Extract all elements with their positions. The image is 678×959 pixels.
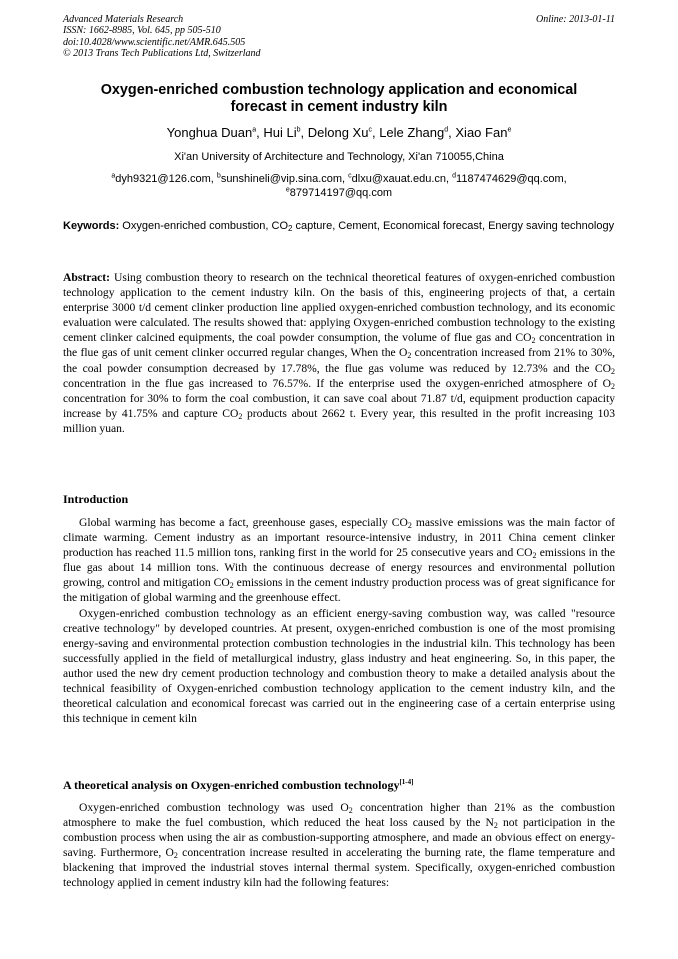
paragraph: Oxygen-enriched combustion technology as an efficient energy-saving combustion way, was called "resource creative technology" by developed countries. At present, oxygen-enriched combustion is one of the most promising energy-saving and environmental protection combustion technologies in the industrial kiln. This technology has been successfully applied in the field of metallurgical industry, glass industry and heat engineering. So, in this paper, the author used the new dry cement production technology and combustion theory to make a detailed analysis about the technical feasibility of Oxygen-enriched combustion technology application to the cement industry kiln, and the theoretical calculation and economical forecast was carried out in the engineering case of a certain enterprise using this technique in cement kiln <box>63 606 615 726</box>
paragraph-text: emissions in the cement industry production process was of great significance for the mitigation of global warming and the greenhouse effect. <box>63 576 615 605</box>
online-date: Online: 2013-01-11 <box>536 14 615 25</box>
email-link[interactable]: dlxu@xauat.edu.cn, <box>351 173 450 185</box>
heading-text: A theoretical analysis on Oxygen-enriched combustion technology <box>63 778 400 792</box>
subscript: 2 <box>348 806 353 815</box>
abstract-text: concentration increased from 21% to 30%, the coal powder consumption decreased by 17.78%, the flue gas volume was reduced by 12.73% and the CO <box>63 346 615 375</box>
paragraph-text: Global warming has become a fact, greenhouse gases, especially CO <box>79 516 408 529</box>
citation-ref[interactable]: [1-4] <box>399 778 414 786</box>
subscript: 2 <box>611 366 615 376</box>
email-link[interactable]: dyh9321@126.com, <box>115 173 214 185</box>
paragraph-text: not participation in the combustion process when using the air as combustion-supporting atmosphere, and made an obvious effect on energy-saving. Furthermore, O <box>63 816 616 860</box>
doi-line: doi:10.4028/www.scientific.net/AMR.645.505 <box>63 36 246 48</box>
abstract-text: Using combustion theory to research on the technical theoretical features of oxygen-enriched combustion technology application to the cement industry kiln. On the basis of this, engineering projects of that, a certain enterprise 3000 t/d cement clinker production line applied oxygen-enriched combustion technology, and its economic evaluation were calculated. The results showed that: applying Oxygen-enriched combustion technology to the existing cement clinker calcined equipments, the coal powder consumption, the volume of flue gas and CO <box>63 271 615 345</box>
copyright-line: © 2013 Trans Tech Publications Ltd, Switzerland <box>63 48 261 60</box>
subscript: 2 <box>238 411 243 421</box>
keywords-text: capture, Cement, Economical forecast, Energy saving technology <box>292 220 615 232</box>
title-line-1: Oxygen-enriched combustion technology application and economical <box>100 82 578 98</box>
subscript: 2 <box>407 351 412 361</box>
keywords-text: Oxygen-enriched combustion, CO <box>119 220 288 232</box>
email-mark: e <box>285 186 290 194</box>
subscript: 2 <box>532 551 537 561</box>
subscript: 2 <box>173 851 178 861</box>
email-mark: a <box>111 172 116 180</box>
author-mark: a <box>252 126 257 134</box>
paragraph-text: emissions in the flue gas about 14 million tons. With the continuous decrease of energy resources and environmental pollution growing, control and mitigation CO <box>63 546 615 590</box>
abstract-block <box>63 270 615 436</box>
paragraph-text: massive emissions was the main factor of climate warming. Cement industry as an important resource-intensive industry, in 2011 China cement clinker production has reached 11.5 million tons, ranking first in the world for 25 consecutive years and CO <box>63 516 615 560</box>
author-mark: d <box>444 126 449 134</box>
author-name: Hui Li <box>263 125 297 140</box>
section-heading-introduction: Introduction <box>63 492 129 506</box>
subscript: 2 <box>229 581 234 591</box>
paragraph <box>63 800 615 891</box>
email-link[interactable]: 1187474629@qq.com, <box>456 173 567 185</box>
email-mark: d <box>452 172 457 180</box>
paragraph <box>63 515 615 606</box>
affiliation: Xi'an University of Architecture and Technology, Xi'an 710055,China <box>174 151 504 163</box>
subscript: 2 <box>493 821 498 831</box>
author-name: Yonghua Duan <box>166 125 253 140</box>
journal-name: Advanced Materials Research <box>63 14 184 25</box>
introduction-body <box>63 515 615 726</box>
author-name: Lele Zhang <box>379 125 445 140</box>
author-mark: b <box>296 126 301 134</box>
author-name: Delong Xu <box>307 125 369 140</box>
theory-body <box>63 800 615 891</box>
abstract-text: concentration in the flue gas increased to 76.57%. If the enterprise used the oxygen-enriched atmosphere of O <box>63 376 611 390</box>
keywords-block <box>63 219 615 234</box>
title-line-2: forecast in cement industry kiln <box>230 99 448 115</box>
paragraph-text: Oxygen-enriched combustion technology was used O <box>79 801 349 814</box>
email-link[interactable]: 879714197@qq.com <box>289 187 393 199</box>
email-link[interactable]: sunshineli@vip.sina.com, <box>220 173 346 185</box>
section-heading-theory <box>63 778 413 793</box>
subscript: 2 <box>288 224 293 233</box>
paper-title <box>63 82 615 116</box>
abstract-text: products about 2662 t. Every year, this resulted in the profit increasing 103 million yuan. <box>63 406 615 435</box>
subscript: 2 <box>531 336 536 346</box>
email-list <box>63 172 615 200</box>
author-mark: c <box>368 126 372 134</box>
abstract-text: concentration in the flue gas of unit cement clinker occurred regular changes, When the O <box>63 331 615 360</box>
author-mark: e <box>507 126 512 134</box>
author-list: Yonghua Duan$^a$, Hui Li$^b$, Delong Xu$^c$, Lele Zhang$^d$, Xiao Fan$^e$ <box>166 125 512 140</box>
abstract-text: concentration for 30% to form the coal combustion, it can save coal about 71.87 t/d, equipment production capacity increase by 41.75% and capture CO <box>63 391 615 420</box>
issn-line: ISSN: 1662-8985, Vol. 645, pp 505-510 <box>63 25 221 37</box>
keywords-label: Keywords: <box>63 220 120 232</box>
author-name: Xiao Fan <box>455 125 508 140</box>
email-mark: b <box>216 172 221 180</box>
abstract-label: Abstract: <box>63 271 111 284</box>
paragraph-text: concentration higher than 21% as the combustion atmosphere to make the fuel combustion, which reduced the heat loss caused by the N <box>63 801 615 830</box>
paragraph-text: concentration increase resulted in accelerating the burning rate, the flame temperature and blackening that improved the industrial stoves internal thermal system. Specifically, oxygen-enriched combustion technology applied in cement industry kiln had the following features: <box>63 846 615 890</box>
email-mark: c <box>348 172 352 180</box>
journal-header <box>63 14 615 60</box>
subscript: 2 <box>407 521 412 530</box>
subscript: 2 <box>611 381 615 391</box>
